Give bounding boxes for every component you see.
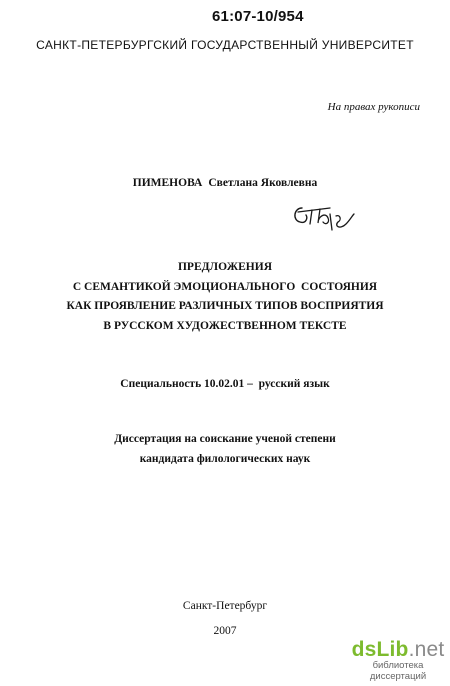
specialty-line: Специальность 10.02.01 – русский язык: [120, 378, 330, 390]
title-line: ПРЕДЛОЖЕНИЯ: [177, 261, 273, 273]
manuscript-rights-note: На правах рукописи: [327, 101, 420, 113]
title-line: В РУССКОМ ХУДОЖЕСТВЕННОМ ТЕКСТЕ: [103, 319, 347, 332]
author-given-names: Светлана Яковлевна: [208, 177, 318, 189]
handwritten-signature: [290, 200, 360, 234]
watermark-logo-ext: .net: [408, 638, 445, 661]
degree-line: Диссертация на соискание ученой степени: [114, 433, 336, 445]
title-line: КАК ПРОЯВЛЕНИЕ РАЗЛИЧНЫХ ТИПОВ ВОСПРИЯТИЯ: [66, 300, 384, 312]
city: Санкт-Петербург: [182, 600, 268, 612]
year: 2007: [213, 625, 237, 637]
dslib-watermark: [348, 638, 448, 682]
degree-line: кандидата филологических наук: [139, 453, 311, 465]
degree-statement: [0, 429, 450, 469]
watermark-logo-main: dsLib: [351, 638, 409, 661]
university-name: САНКТ-ПЕТЕРБУРГСКИЙ ГОСУДАРСТВЕННЫЙ УНИВЕРСИТЕТ: [36, 38, 414, 52]
author-surname: ПИМЕНОВА: [132, 177, 203, 189]
title-line: С СЕМАНТИКОЙ ЭМОЦИОНАЛЬНОГО СОСТОЯНИЯ: [72, 280, 378, 293]
watermark-logo: [348, 638, 448, 662]
dissertation-title: [0, 258, 450, 336]
archive-stamp-number: 61:07-10/954: [212, 8, 304, 25]
watermark-subtitle: библиотека диссертаций: [369, 660, 427, 682]
author-name: [0, 177, 450, 189]
